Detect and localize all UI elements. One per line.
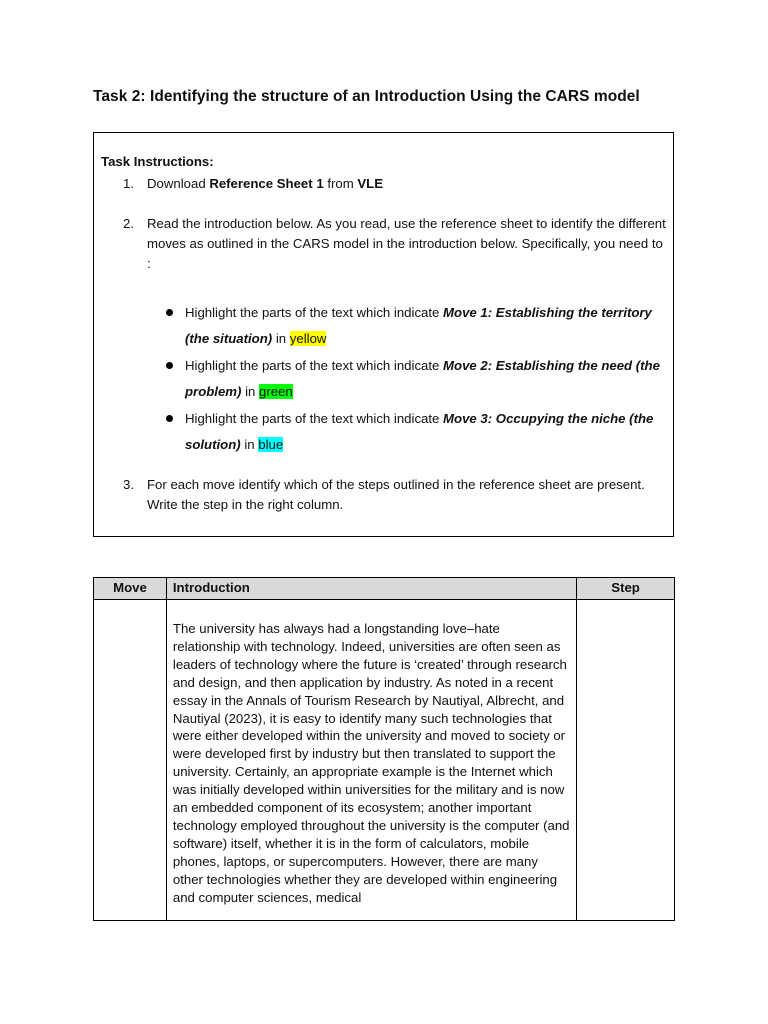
instruction-text: For each move identify which of the steps outlined in the reference sheet are present. Write the step in the right column. [147,477,645,512]
instruction-text: Read the introduction below. As you read, use the reference sheet to identify the different moves as outlined in the CARS model in the introduction below. Specifically, you need to : [147,216,666,271]
bullet-icon [166,362,173,369]
table-row [94,600,675,921]
page-title: Task 2: Identifying the structure of an Introduction Using the CARS model [93,88,640,105]
instruction-text: Download Reference Sheet 1 from VLE [147,176,384,191]
step-cell[interactable] [577,600,675,921]
step-column-header: Step [577,578,675,600]
vle-name: VLE [357,176,384,191]
task-instructions-box: Task Instructions: 1. Download Reference Sheet 1 from VLE 2. Read the introduction below. As you read, use the reference sheet to identify the different moves as outlined in the CARS model in the introduction below. Specifically, you need to : Highlight the parts of the text which indicate Move 1: Establishing the territory (the situation) in yellow Highlight the parts of the text which indicate Move 2: Establishing the need (the problem) in green Highlight the parts of the text which indicate Move 3: Occupying the niche (the solution) in blue 3. For each move identify which of the steps outlined in the reference sheet are present. Write the step in the right column. [93,132,674,537]
move-column-header: Move [94,578,167,600]
instructions-heading: Task Instructions: [101,154,214,169]
bullet-icon [166,415,173,422]
highlight-blue-word: blue [258,437,284,452]
highlight-yellow-word: yellow [289,331,327,346]
item-number: 2. [123,216,134,231]
reference-sheet-name: Reference Sheet 1 [209,176,324,191]
analysis-table [93,577,675,921]
bullet-icon [166,309,173,316]
move-2-label: Move 2: Establishing the need (the problem) [185,358,660,399]
highlight-green-word: green [259,384,293,399]
move-1-label: Move 1: Establishing the territory (the situation) [185,305,652,346]
move-cell[interactable] [94,600,167,921]
introduction-text: The university has always had a longstanding love–hate relationship with technology. Indeed, universities are often seen as leaders of technology where the future is ‘created’ through research and design, and then application by industry. As noted in a recent essay in the Annals of Tourism Research by Nautiyal, Albrecht, and Nautiyal (2023), it is easy to identify many such technologies that were either developed within the university and moved to society or were developed first by industry but then translated to support the university. Certainly, an appropriate example is the Internet which was initially developed within universities for the military and is now an embedded component of its ecosystem; another important technology employed throughout the university is the computer (and software) itself, whether it is in the form of calculators, mobile phones, laptops, or supercomputers. However, there are many other technologies whether they are developed within engineering and computer sciences, medical [172,621,570,905]
introduction-cell [166,600,576,921]
move-3-label: Move 3: Occupying the niche (the solution) [185,411,654,452]
table-header-row [94,578,675,600]
item-number: 3. [123,477,134,492]
introduction-column-header: Introduction [166,578,576,600]
item-number: 1. [123,176,134,191]
